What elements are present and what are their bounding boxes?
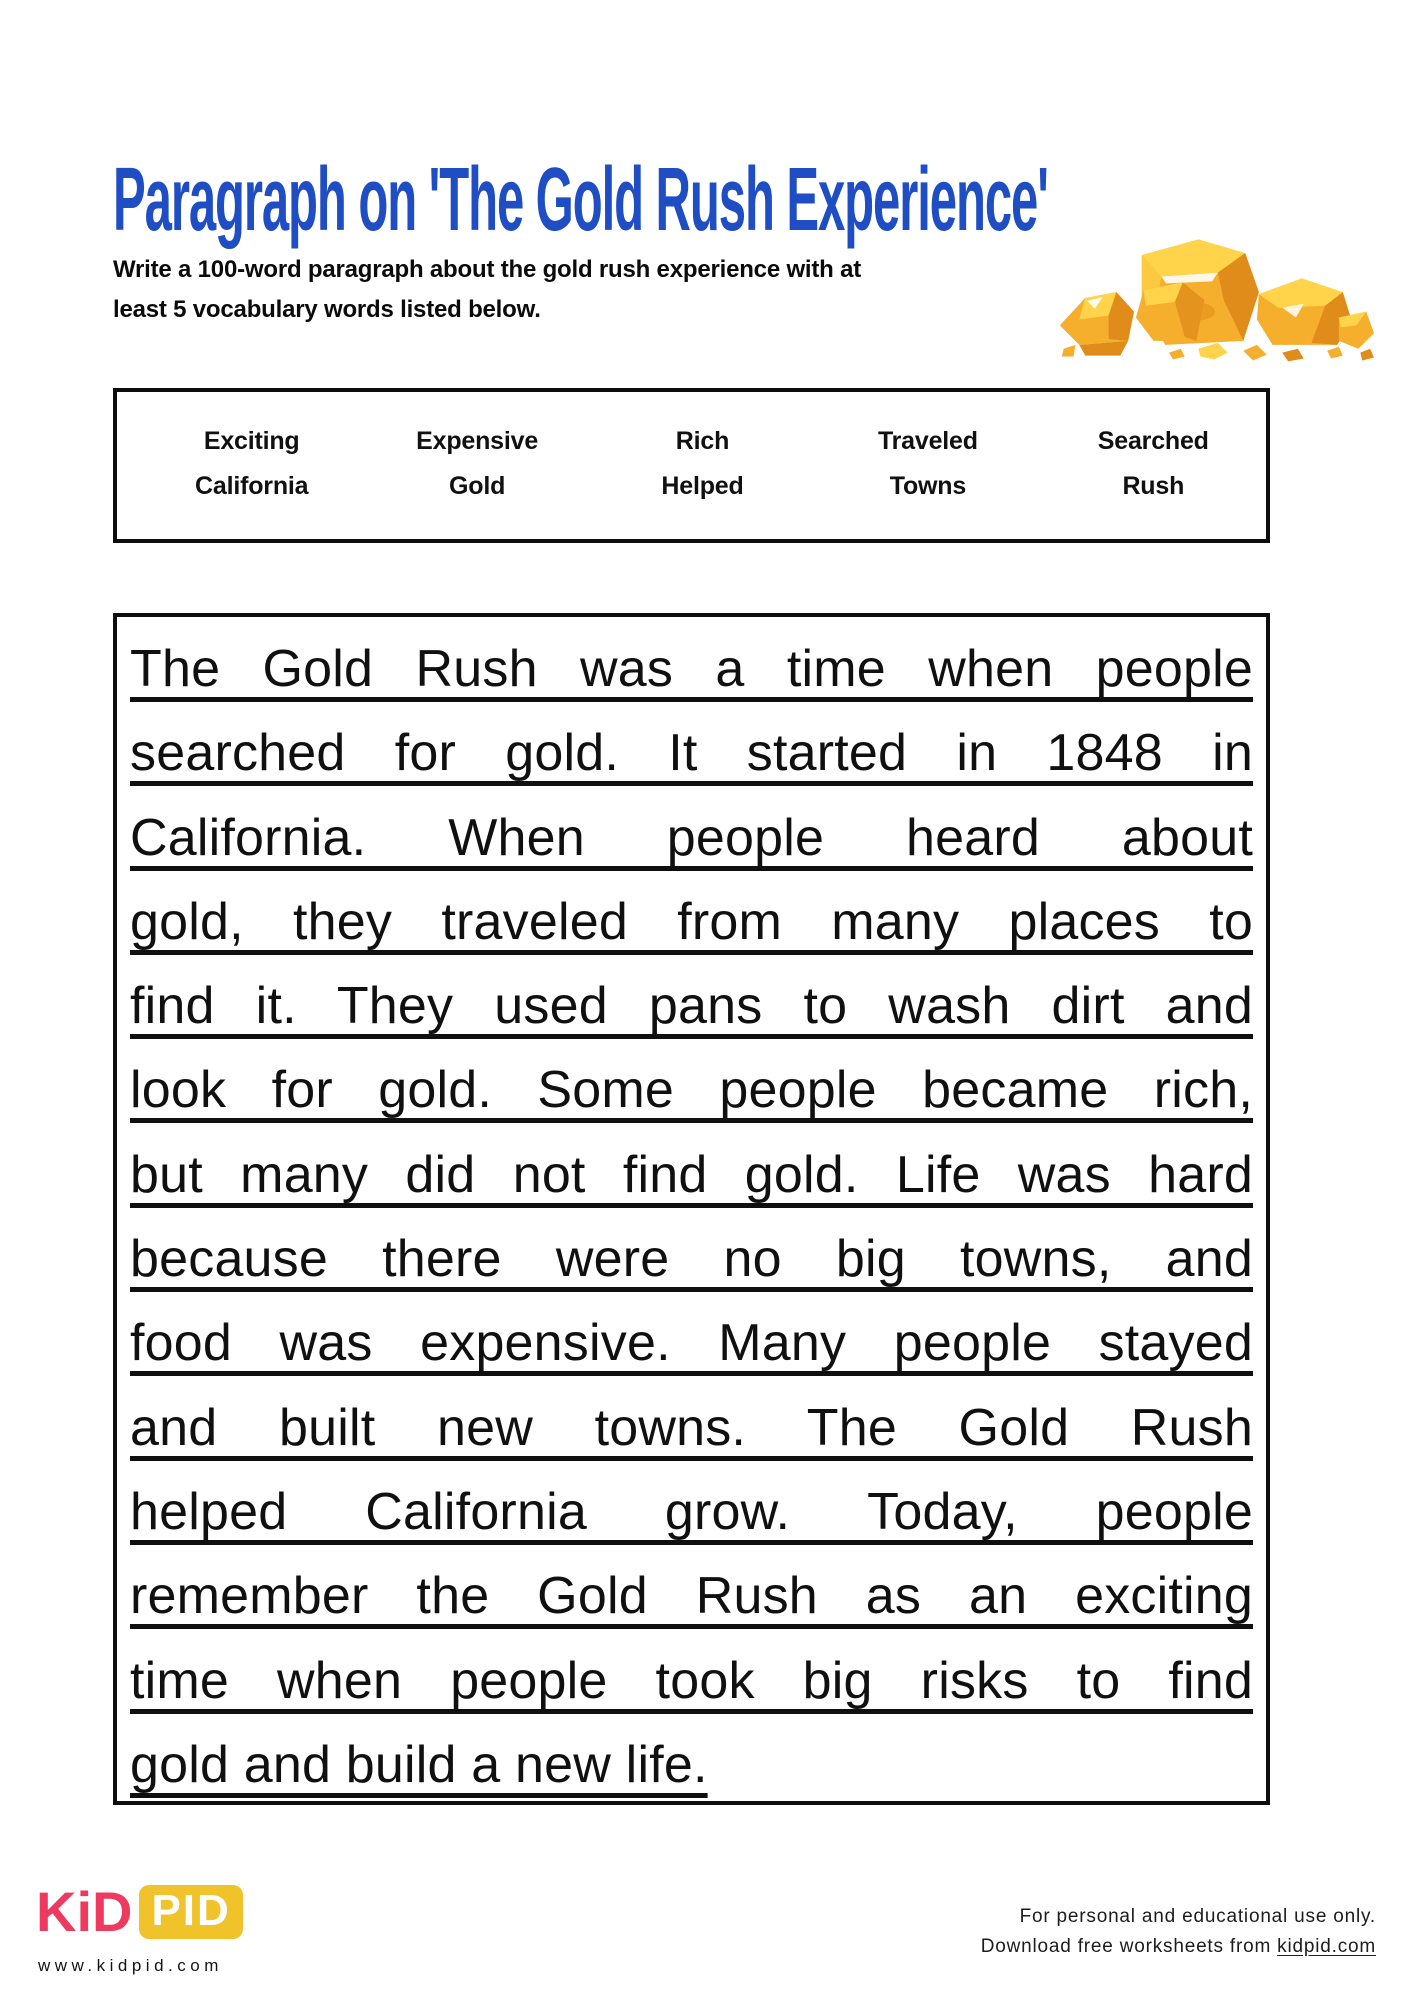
footer-usage-line-2 xyxy=(981,1932,1376,1962)
instructions xyxy=(113,250,861,330)
vocab-word: Rush xyxy=(1122,471,1185,500)
paragraph-line: helped California grow. Today, people xyxy=(130,1482,1253,1541)
kidpid-link[interactable]: kidpid.com xyxy=(1277,1936,1376,1957)
paragraph-line: find it. They used pans to wash dirt and xyxy=(130,977,1253,1036)
vocab-word: Gold xyxy=(449,471,506,500)
paragraph-line: searched for gold. It started in 1848 in xyxy=(130,724,1253,783)
vocabulary-box xyxy=(113,388,1270,543)
paragraph-line: remember the Gold Rush as an exciting xyxy=(130,1567,1253,1626)
paragraph-line: because there were no big towns, and xyxy=(130,1230,1253,1289)
paragraph-line: The Gold Rush was a time when people xyxy=(130,640,1253,698)
vocab-word: Searched xyxy=(1097,426,1209,455)
paragraph-line: food was expensive. Many people stayed xyxy=(130,1314,1253,1373)
paragraph-line: look for gold. Some people became rich, xyxy=(130,1061,1253,1120)
vocab-word: Traveled xyxy=(877,426,978,455)
gold-nuggets-illustration xyxy=(1052,228,1374,368)
instructions-line-2: least 5 vocabulary words listed below. xyxy=(113,296,541,323)
footer-usage-line-1: For personal and educational use only. xyxy=(1019,1906,1376,1927)
vocab-word: California xyxy=(195,471,309,500)
kidpid-logo-kid-text: KiD xyxy=(36,1880,133,1943)
vocab-word: Exciting xyxy=(203,426,300,455)
instructions-line-1: Write a 100-word paragraph about the gold rush experience with at xyxy=(113,256,862,283)
kidpid-logo-pid-text: PID xyxy=(151,1886,231,1935)
vocabulary-row-1 xyxy=(139,427,1266,456)
paragraph-line: California. When people heard about xyxy=(130,808,1253,867)
vocab-word: Rich xyxy=(675,426,730,455)
paragraph-line: and built new towns. The Gold Rush xyxy=(130,1398,1253,1457)
paragraph-line: gold and build a new life. xyxy=(130,1735,708,1794)
paragraph-answer-box xyxy=(113,613,1270,1805)
vocab-word: Towns xyxy=(889,471,967,500)
vocab-word: Helped xyxy=(661,471,744,500)
paragraph-line: time when people took big risks to find xyxy=(130,1651,1253,1710)
page-title: Paragraph on 'The Gold Rush Experience' xyxy=(113,150,1048,250)
footer-website-url: www.kidpid.com xyxy=(38,1956,223,1975)
vocabulary-row-2 xyxy=(139,472,1266,501)
paragraph-line: gold, they traveled from many places to xyxy=(130,892,1253,951)
footer-usage-line-2-text: Download free worksheets from xyxy=(980,1936,1278,1957)
footer-usage-note xyxy=(981,1902,1376,1962)
vocab-word: Expensive xyxy=(416,426,539,455)
paragraph-line: but many did not find gold. Life was hard xyxy=(130,1145,1253,1204)
kidpid-logo xyxy=(36,1880,243,1943)
kidpid-logo-pid-tile xyxy=(139,1885,242,1939)
